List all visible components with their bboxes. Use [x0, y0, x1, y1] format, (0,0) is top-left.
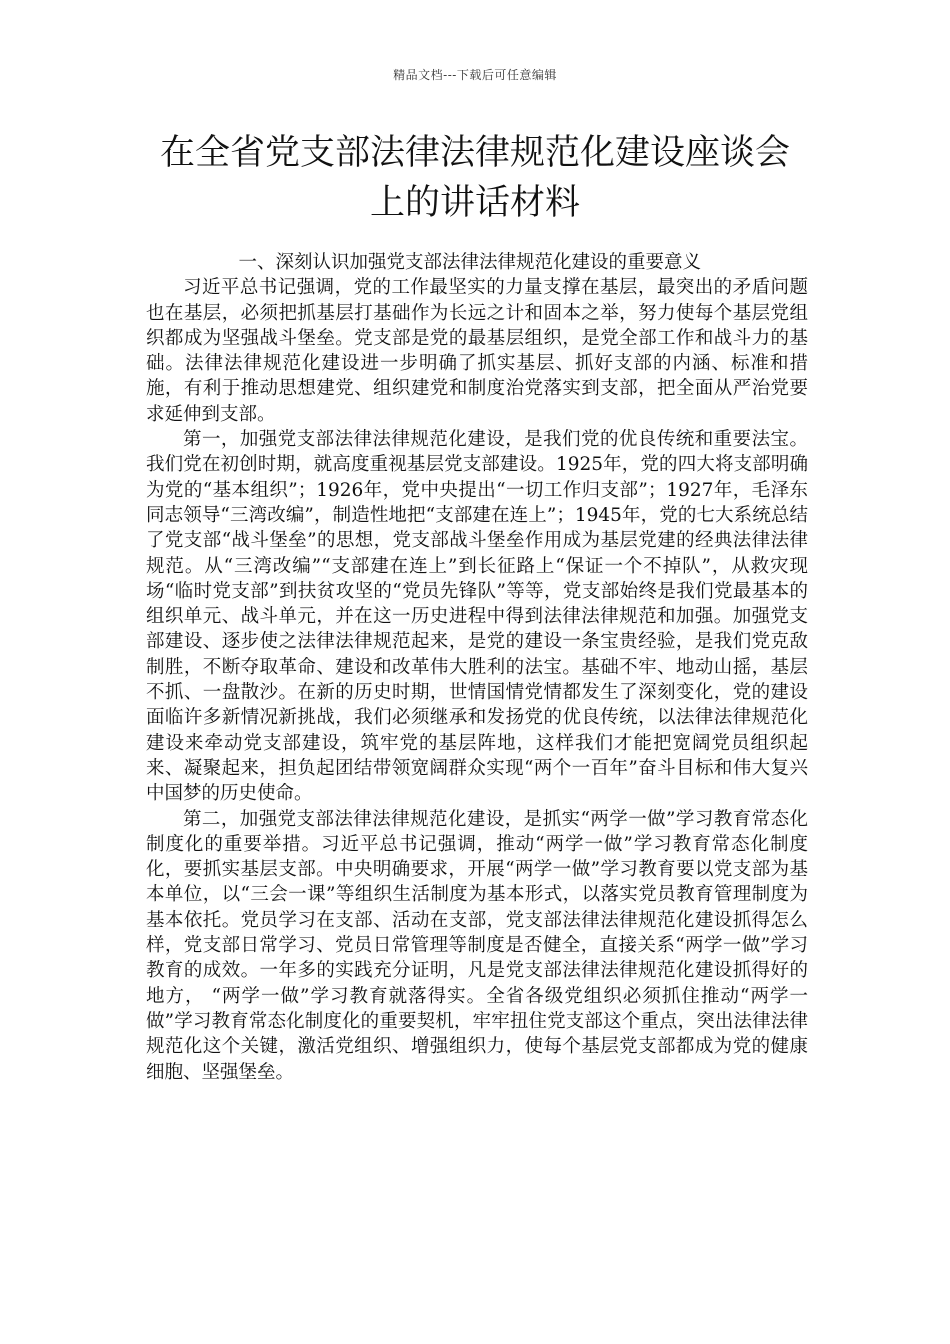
- section-heading: 一、深刻认识加强党支部法律法律规范化建设的重要意义: [238, 252, 702, 273]
- document-body: [146, 250, 808, 1085]
- title-line-1: 在全省党支部法律法律规范化建设座谈会: [159, 133, 790, 173]
- paragraph-second-point: 第二，加强党支部法律法律规范化建设，是抓实“两学一做”学习教育常态化制度化的重要举措。习近平总书记强调，推动“两学一做”学习教育常态化制度化，要抓实基层支部。中央明确要求，开展“两学一做”学习教育要以党支部为基本单位，以“三会一课”等组织生活制度为基本形式，以落实党员教育管理制度为基本依托。党员学习在支部、活动在支部，党支部法律法律规范化建设抓得怎么样，党支部日常学习、党员日常管理等制度是否健全，直接关系“两学一做”学习教育的成效。一年多的实践充分证明，凡是党支部法律法律规范化建设抓得好的地方， “两学一做”学习教育就落得实。全省各级党组织必须抓住推动“两学一做”学习教育常态化制度化的重要契机，牢牢扭住党支部这个重点，突出法律法律规范化这个关键，激活党组织、增强组织力，使每个基层党支部都成为党的健康细胞、坚强堡垒。: [146, 808, 808, 1083]
- document-title: [120, 128, 830, 228]
- title-line-2: 上的讲话材料: [369, 183, 580, 223]
- paragraph-intro: 习近平总书记强调，党的工作最坚实的力量支撑在基层，最突出的矛盾问题也在基层，必须把抓基层打基础作为长远之计和固本之举，努力使每个基层党组织都成为坚强战斗堡垒。党支部是党的最基层组织，是党全部工作和战斗力的基础。法律法律规范化建设进一步明确了抓实基层、抓好支部的内涵、标准和措施，有利于推动思想建党、组织建党和制度治党落实到支部，把全面从严治党要求延伸到支部。: [146, 277, 808, 425]
- header-note: 精品文档---下载后可任意编辑: [393, 68, 557, 82]
- paragraph-first-point: 第一，加强党支部法律法律规范化建设，是我们党的优良传统和重要法宝。我们党在初创时期，就高度重视基层党支部建设。1925年，党的四大将支部明确为党的“基本组织”；1926年，党中央提出“一切工作归支部”；1927年，毛泽东同志领导“三湾改编”，制造性地把“支部建在连上”；1945年，党的七大系统总结了党支部“战斗堡垒”的思想，党支部战斗堡垒作用成为基层党建的经典法律法律规范。从“三湾改编”“支部建在连上”到长征路上“保证一个不掉队”，从救灾现场“临时党支部”到扶贫攻坚的“党员先锋队”等等，党支部始终是我们党最基本的组织单元、战斗单元，并在这一历史进程中得到法律法律规范和加强。加强党支部建设、逐步使之法律法律规范起来，是党的建设一条宝贵经验，是我们党克敌制胜，不断夺取革命、建设和改革伟大胜利的法宝。基础不牢、地动山摇，基层不抓、一盘散沙。在新的历史时期，世情国情党情都发生了深刻变化，党的建设面临许多新情况新挑战，我们必须继承和发扬党的优良传统，以法律法律规范化建设来牵动党支部建设，筑牢党的基层阵地，这样我们才能把宽阔党员组织起来、凝聚起来，担负起团结带领宽阔群众实现“两个一百年”奋斗目标和伟大复兴中国梦的历史使命。: [146, 429, 808, 805]
